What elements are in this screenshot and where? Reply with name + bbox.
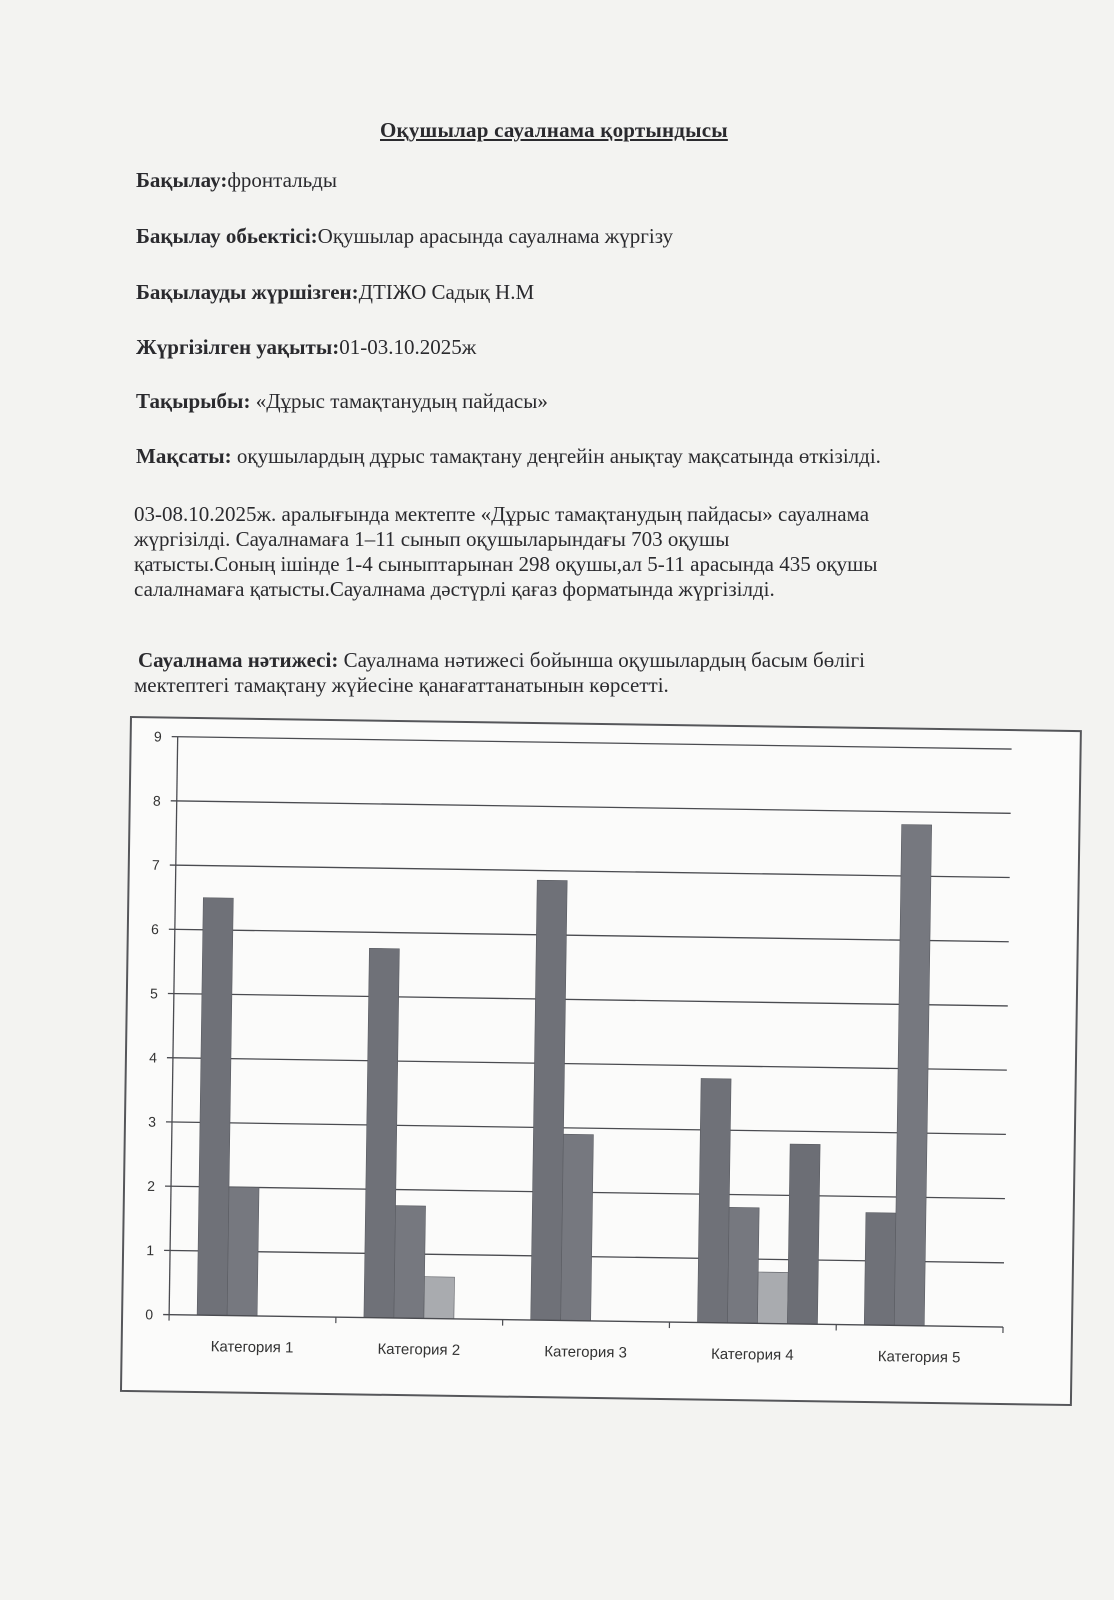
y-tick-label: 7	[151, 856, 160, 873]
field-label: Тақырыбы:	[136, 389, 251, 413]
paragraph-line: қатысты.Соның ішінде 1-4 сыныптарынан 298 оқушы,ал 5-11 арасында 435 оқушы	[134, 552, 878, 576]
paragraph-line: салалнамаға қатысты.Сауалнама дәстүрлі қағаз форматында жүргізілді.	[134, 577, 775, 601]
y-tick-label: 2	[147, 1177, 156, 1194]
bar-chart	[120, 716, 1082, 1406]
field-date	[136, 335, 476, 360]
y-axis-ticks	[145, 728, 162, 1322]
field-conducted-by	[136, 280, 534, 305]
field-object	[136, 224, 673, 249]
field-value: Оқушылар арасында сауалнама жүргізу	[317, 224, 674, 248]
y-tick-label: 5	[149, 985, 159, 1002]
field-label: Бақылауды жүршізген:	[136, 280, 359, 304]
field-value: фронтальды	[227, 168, 337, 192]
y-tick-label: 4	[149, 1049, 158, 1066]
bar-4-series-1	[697, 1078, 731, 1322]
gridline	[167, 1058, 1007, 1070]
x-tick-label: Категория 2	[377, 1340, 461, 1359]
y-tick-label: 0	[145, 1306, 154, 1323]
bar-5-series-1	[864, 1213, 896, 1326]
gridline	[168, 993, 1008, 1005]
field-label: Мақсаты:	[136, 444, 232, 468]
result-paragraph	[134, 648, 1068, 698]
bar-1-series-2	[227, 1187, 259, 1316]
x-tick-label: Категория 3	[544, 1343, 628, 1362]
paragraph-line: мектептегі тамақтану жүйесіне қанағаттанатынын көрсетті.	[134, 673, 669, 697]
bar-5-series-2	[894, 825, 931, 1326]
field-value: ДТІЖО Садық Н.М	[358, 280, 535, 304]
gridline	[171, 801, 1011, 813]
document-title: Оқушылар сауалнама қортындысы	[380, 118, 728, 142]
result-label: Сауалнама нәтижесі:	[138, 648, 339, 672]
x-tick-label: Категория 5	[877, 1348, 961, 1367]
bar-2-series-2	[394, 1206, 426, 1319]
gridline	[170, 865, 1010, 877]
description-paragraph	[134, 502, 1064, 602]
paragraph-line: Сауалнама нәтижесі бойынша оқушылардың басым бөлігі	[338, 648, 865, 672]
gridline	[166, 1122, 1006, 1134]
field-topic	[136, 389, 548, 414]
y-axis-line	[169, 737, 178, 1315]
paragraph-line: жүргізілді. Сауалнамаға 1–11 сынып оқушыларындағы 703 оқушы	[134, 527, 730, 551]
field-value: оқушылардың дұрыс тамақтану деңгейін анықтау мақсатында өткізілді.	[231, 444, 881, 468]
y-tick-label: 9	[153, 728, 162, 745]
bars	[197, 814, 932, 1326]
gridline	[172, 737, 1012, 749]
field-observation	[136, 168, 337, 193]
chart-svg	[122, 718, 1080, 1404]
x-axis-labels	[211, 1338, 961, 1366]
y-tick-label: 1	[146, 1242, 155, 1259]
bar-4-series-4	[787, 1144, 820, 1324]
field-goal	[136, 444, 881, 469]
bar-2-series-3	[424, 1277, 455, 1319]
y-tick-label: 6	[150, 921, 159, 938]
y-tick-label: 3	[148, 1113, 157, 1130]
gridline	[169, 929, 1009, 941]
bar-3-series-2	[561, 1134, 594, 1321]
bar-4-series-2	[727, 1207, 759, 1323]
field-label: Бақылау обьектісі:	[136, 224, 318, 248]
field-value: «Дұрыс тамақтанудың пайдасы»	[250, 389, 548, 413]
bar-2-series-1	[364, 948, 399, 1318]
bar-4-series-3	[757, 1272, 788, 1324]
paragraph-line: 03-08.10.2025ж. аралығында мектепте «Дұрыс тамақтанудың пайдасы» сауалнама	[134, 502, 870, 526]
x-tick-label: Категория 4	[710, 1345, 794, 1364]
y-tick-label: 8	[152, 792, 161, 809]
field-label: Бақылау:	[136, 168, 228, 192]
field-value: 01-03.10.2025ж	[339, 335, 477, 359]
x-tick-label: Категория 1	[210, 1338, 294, 1357]
field-label: Жүргізілген уақыты:	[136, 335, 340, 359]
